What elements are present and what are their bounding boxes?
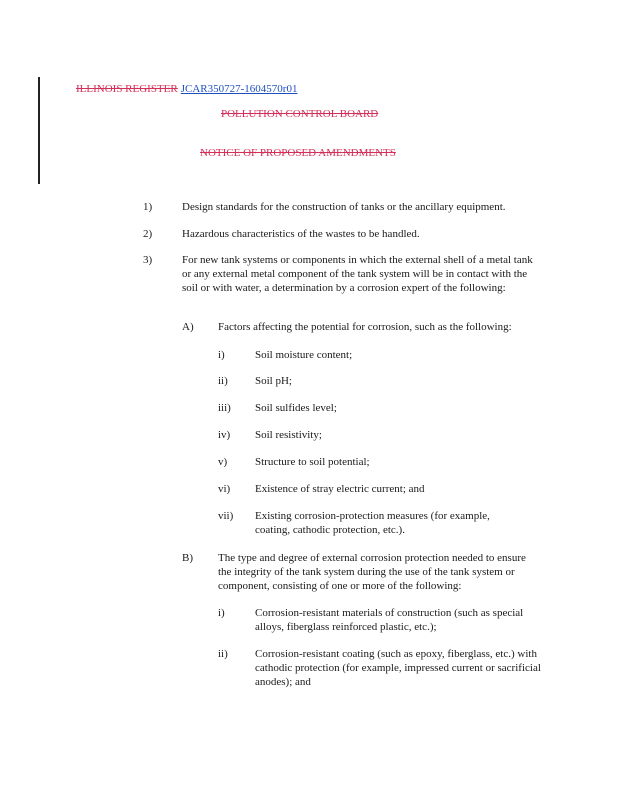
sub-a-vii-text: Existing corrosion-protection measures (for example, coating, cathodic protection, etc.). bbox=[255, 510, 490, 536]
page-header-register bbox=[76, 83, 297, 95]
sub-a-vi-number: vi) bbox=[218, 483, 231, 495]
sub-b-text: The type and degree of external corrosion protection needed to ensure the integrity of the tank system during the use of the tank system or component, consisting of one or more of the following: bbox=[218, 552, 526, 592]
sub-a-ii-text: Soil pH; bbox=[255, 375, 292, 387]
sub-b-i-number: i) bbox=[218, 607, 225, 619]
sub-a-iv-text: Soil resistivity; bbox=[255, 429, 322, 441]
sub-a-v-number: v) bbox=[218, 456, 228, 468]
sub-a-iv-number: iv) bbox=[218, 429, 231, 441]
sub-a-iii-number: iii) bbox=[218, 402, 231, 414]
sub-b-i-text: Corrosion-resistant materials of construction (such as special alloys, fiberglass reinforced plastic, etc.); bbox=[255, 607, 524, 633]
sub-a-i-number: i) bbox=[218, 349, 225, 361]
sub-a-vi-text: Existence of stray electric current; and bbox=[255, 483, 425, 495]
sub-b-number: B) bbox=[182, 552, 193, 564]
sub-a-i-text: Soil moisture content; bbox=[255, 349, 353, 361]
sub-b-ii-text: Corrosion-resistant coating (such as epoxy, fiberglass, etc.) with cathodic protection (for example, impressed current or sacrificial anodes); and bbox=[255, 648, 541, 688]
sub-a-iii-text: Soil sulfides level; bbox=[255, 402, 337, 414]
item-2-number: 2) bbox=[143, 228, 153, 240]
item-1-text: Design standards for the construction of tanks or the ancillary equipment. bbox=[182, 201, 506, 213]
register-struck-text: ILLINOIS REGISTER bbox=[76, 83, 178, 95]
item-3-number: 3) bbox=[143, 254, 153, 266]
sub-a-number: A) bbox=[182, 321, 194, 333]
board-title: POLLUTION CONTROL BOARD bbox=[221, 108, 379, 120]
sub-a-text: Factors affecting the potential for corrosion, such as the following: bbox=[218, 321, 512, 333]
item-3-text: For new tank systems or components in which the external shell of a metal tank or any external metal component of the tank system will be in contact with the soil or with water, a determination by a corrosion expert of the following: bbox=[182, 254, 533, 294]
sub-a-ii-number: ii) bbox=[218, 375, 228, 387]
sub-a-vii-number: vii) bbox=[218, 510, 234, 522]
sub-a-v-text: Structure to soil potential; bbox=[255, 456, 370, 468]
item-1-number: 1) bbox=[143, 201, 153, 213]
change-bar bbox=[38, 77, 40, 184]
sub-b-ii-number: ii) bbox=[218, 648, 228, 660]
register-inserted-text: JCAR350727-1604570r01 bbox=[180, 83, 298, 95]
notice-title: NOTICE OF PROPOSED AMENDMENTS bbox=[200, 147, 396, 159]
item-2-text: Hazardous characteristics of the wastes to be handled. bbox=[182, 228, 420, 240]
